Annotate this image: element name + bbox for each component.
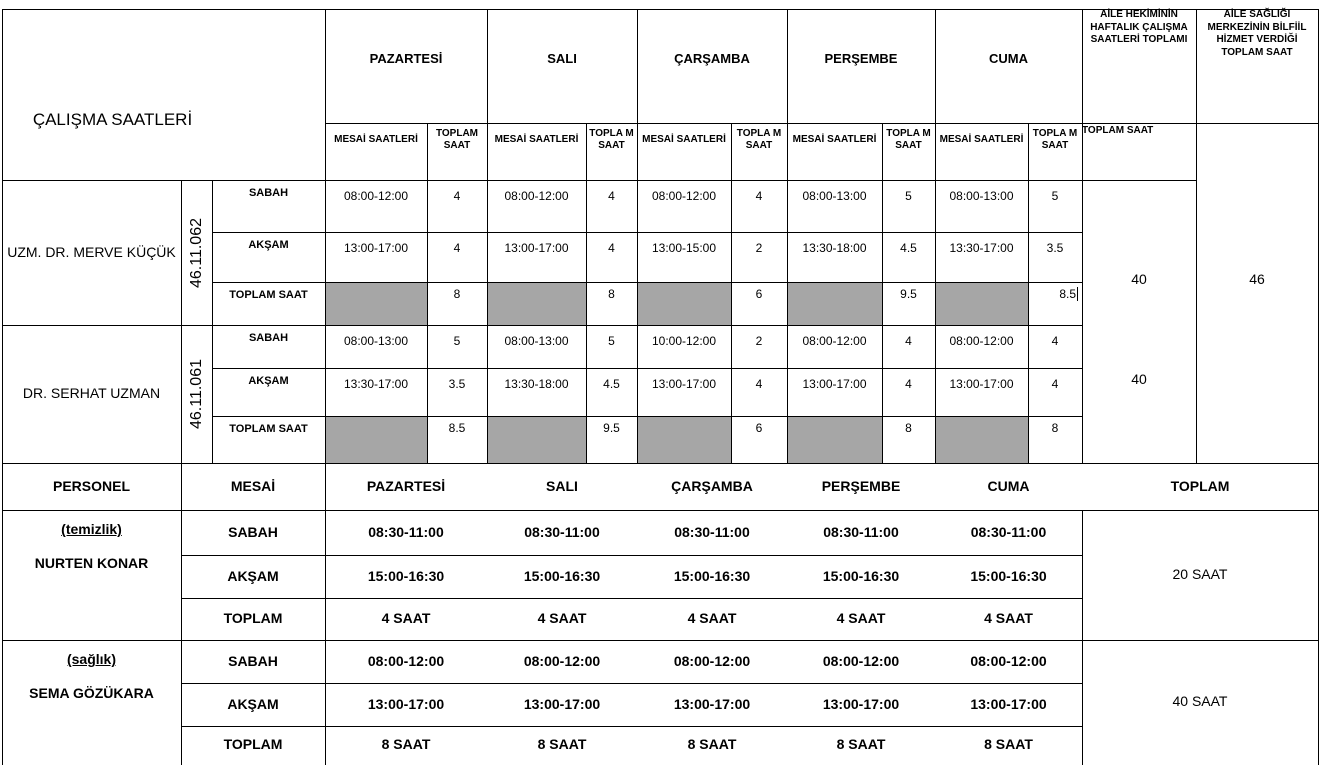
staff-total: 20 SAAT	[1172, 566, 1228, 583]
shift-hours: 3.5	[448, 376, 466, 391]
v-rule	[1318, 463, 1319, 765]
staff-day-header-0: PAZARTESİ	[366, 477, 446, 494]
doctor-name: UZM. DR. MERVE KÜÇÜK	[7, 243, 176, 260]
shift-hours: 4	[755, 188, 763, 203]
staff-shift-value: 15:00-16:30	[367, 567, 445, 584]
staff-shift-value: 08:00-12:00	[367, 652, 445, 669]
doctor-code: 46.11.062	[188, 217, 205, 288]
mesai-time: 13:00-17:00	[504, 240, 569, 255]
mesai-time: 13:00-17:00	[343, 240, 409, 255]
staff-shift-value: 8 SAAT	[984, 736, 1033, 753]
day-total-hours: 9.5	[603, 420, 620, 435]
day-header-2: ÇARŞAMBA	[674, 50, 750, 66]
mesai-time: 08:00-12:00	[949, 333, 1014, 348]
staff-shift-label: TOPLAM	[223, 736, 283, 753]
mesai-time: 08:00-13:00	[343, 333, 409, 348]
sub-label-1: TOPLAM SAAT	[435, 127, 479, 151]
staff-shift-value: 15:00-16:30	[822, 567, 900, 584]
shift-hours: 4	[453, 240, 461, 255]
shift-hours: 4.5	[900, 240, 917, 255]
shift-hours: 4	[608, 240, 615, 255]
center-total: 46	[1249, 271, 1265, 288]
staff-role-text: (temizlik)	[61, 521, 122, 538]
staff-shift-label: SABAH	[228, 652, 278, 669]
staff-shift-value: 15:00-16:30	[970, 567, 1047, 584]
shift-hours: 4.5	[603, 376, 620, 391]
center-total-header: AİLE SAĞLIĞI MERKEZİNİN BİLFİİL HİZMET VERDİĞİ TOPLAM SAAT	[1207, 9, 1307, 58]
staff-day-header-4: CUMA	[987, 477, 1030, 494]
day-total-hours: 8.5	[1059, 286, 1076, 301]
staff-shift-value: 8 SAAT	[381, 736, 431, 753]
staff-shift-value: 13:00-17:00	[673, 695, 751, 712]
day-total-hours: 6	[755, 420, 763, 435]
weekly-total-header: AİLE HEKİMİNİN HAFTALIK ÇALIŞMA SAATLERİ TOPLAMI	[1090, 9, 1188, 45]
sub-label-5: TOPLA M SAAT	[736, 127, 782, 151]
day-total-hours: 8	[1051, 420, 1059, 435]
mesai-time: 08:00-12:00	[802, 333, 867, 348]
day-total-hours: 8	[608, 286, 615, 301]
staff-day-header-3: PERŞEMBE	[821, 477, 901, 494]
shift-hours: 4	[608, 188, 615, 203]
day-total-hours: 8	[905, 420, 912, 435]
day-total-hours: 6	[755, 286, 763, 301]
total-label: TOPLAM SAAT	[229, 289, 308, 302]
staff-shift-value: 08:00-12:00	[673, 652, 751, 669]
sub-label-7: TOPLA M SAAT	[886, 127, 931, 151]
staff-shift-value: 13:00-17:00	[970, 695, 1047, 712]
staff-shift-value: 4 SAAT	[687, 610, 737, 627]
day-header-1: SALI	[547, 50, 577, 66]
shift-hours: 4	[755, 376, 763, 391]
shift-hours: 5	[1051, 188, 1059, 203]
empty-shaded-cell	[488, 417, 586, 463]
sub-label-3: TOPLA M SAAT	[589, 127, 634, 151]
mesai-time: 13:30-18:00	[504, 376, 569, 391]
staff-shift-value: 08:00-12:00	[822, 652, 900, 669]
weekly-total: 40	[1131, 271, 1147, 288]
mesai-time: 08:00-12:00	[651, 188, 717, 203]
day-total-hours: 9.5	[900, 286, 917, 301]
staff-shift-value: 4 SAAT	[836, 610, 886, 627]
weekly-total: 40	[1131, 371, 1147, 388]
empty-shaded-cell	[936, 417, 1028, 463]
sub-label-0: MESAİ SAATLERİ	[334, 133, 418, 145]
empty-shaded-cell	[488, 283, 586, 325]
staff-shift-value: 13:00-17:00	[367, 695, 445, 712]
empty-shaded-cell	[788, 417, 882, 463]
mesai-time: 13:00-17:00	[651, 376, 717, 391]
empty-shaded-cell	[326, 417, 427, 463]
staff-shift-value: 08:30-11:00	[524, 523, 600, 540]
shift-hours: 4	[1051, 376, 1059, 391]
shift-label: SABAH	[248, 187, 289, 200]
personnel-header: PERSONEL	[52, 477, 130, 494]
day-header-4: CUMA	[989, 50, 1028, 66]
staff-day-header-2: ÇARŞAMBA	[671, 477, 753, 494]
mesai-time: 08:00-13:00	[802, 188, 867, 203]
shift-hours: 4	[905, 333, 912, 348]
day-header-3: PERŞEMBE	[824, 50, 898, 66]
staff-shift-value: 8 SAAT	[687, 736, 737, 753]
staff-day-header-1: SALI	[546, 477, 578, 494]
staff-total-header: TOPLAM	[1170, 477, 1230, 494]
staff-shift-value: 4 SAAT	[984, 610, 1033, 627]
mesai-time: 13:30-17:00	[343, 376, 409, 391]
shift-hours: 4	[905, 376, 912, 391]
mesai-time: 08:00-12:00	[343, 188, 409, 203]
staff-shift-value: 08:30-11:00	[368, 523, 444, 540]
empty-shaded-cell	[638, 283, 731, 325]
staff-shift-label: TOPLAM	[223, 610, 283, 627]
mesai-time: 13:30-17:00	[949, 240, 1014, 255]
day-header-0: PAZARTESİ	[369, 50, 443, 66]
mesai-time: 08:00-13:00	[949, 188, 1014, 203]
staff-shift-label: SABAH	[228, 523, 278, 540]
shift-hours: 5	[453, 333, 461, 348]
shift-hours: 4	[1051, 333, 1059, 348]
mesai-time: 13:00-17:00	[802, 376, 867, 391]
doctor-name: DR. SERHAT UZMAN	[22, 385, 161, 402]
staff-shift-label: AKŞAM	[227, 695, 279, 712]
staff-shift-value: 08:30-11:00	[823, 523, 899, 540]
sub-label-2: MESAİ SAATLERİ	[494, 133, 579, 145]
shift-hours: 3.5	[1046, 240, 1064, 255]
staff-role-text: (sağlık)	[66, 651, 116, 668]
empty-shaded-cell	[936, 283, 1028, 325]
shift-label: AKŞAM	[248, 375, 289, 388]
shift-hours: 2	[755, 333, 763, 348]
empty-shaded-cell	[788, 283, 882, 325]
shift-label: AKŞAM	[248, 239, 289, 252]
empty-shaded-cell	[326, 283, 427, 325]
staff-shift-value: 4 SAAT	[381, 610, 431, 627]
sub-label-9: TOPLA M SAAT	[1032, 127, 1078, 151]
weekly-total-sub: TOPLAM SAAT	[1082, 124, 1154, 136]
mesai-time: 13:30-18:00	[802, 240, 867, 255]
v-rule	[1318, 9, 1319, 464]
staff-shift-value: 4 SAAT	[537, 610, 587, 627]
mesai-time: 13:00-17:00	[949, 376, 1014, 391]
total-label: TOPLAM SAAT	[229, 423, 308, 436]
staff-shift-value: 13:00-17:00	[822, 695, 900, 712]
staff-shift-value: 13:00-17:00	[523, 695, 601, 712]
staff-name: NURTEN KONAR	[34, 555, 149, 572]
staff-shift-value: 08:00-12:00	[970, 652, 1047, 669]
staff-name: SEMA GÖZÜKARA	[29, 685, 154, 702]
staff-shift-value: 08:30-11:00	[970, 523, 1047, 540]
doctor-code: 46.11.061	[188, 359, 205, 429]
mesai-time: 13:00-15:00	[651, 240, 717, 255]
staff-shift-value: 15:00-16:30	[523, 567, 601, 584]
staff-shift-value: 08:30-11:00	[674, 523, 750, 540]
shift-header: MESAİ	[230, 477, 276, 494]
staff-shift-value: 08:00-12:00	[523, 652, 601, 669]
shift-hours: 5	[608, 333, 615, 348]
sub-label-4: MESAİ SAATLERİ	[642, 133, 726, 145]
mesai-time: 08:00-12:00	[504, 188, 569, 203]
staff-total: 40 SAAT	[1172, 693, 1228, 710]
page-title: ÇALIŞMA SAATLERİ	[32, 110, 193, 130]
text-cursor	[1077, 287, 1078, 301]
shift-hours: 5	[905, 188, 912, 203]
sub-label-8: MESAİ SAATLERİ	[939, 133, 1024, 145]
staff-shift-value: 8 SAAT	[836, 736, 886, 753]
shift-label: SABAH	[248, 332, 289, 345]
staff-shift-value: 8 SAAT	[537, 736, 587, 753]
mesai-time: 10:00-12:00	[651, 333, 717, 348]
sub-label-6: MESAİ SAATLERİ	[792, 133, 877, 145]
empty-shaded-cell	[638, 417, 731, 463]
day-total-hours: 8	[453, 286, 461, 301]
staff-shift-label: AKŞAM	[227, 567, 279, 584]
shift-hours: 2	[755, 240, 763, 255]
mesai-time: 08:00-13:00	[504, 333, 569, 348]
day-total-hours: 8.5	[448, 420, 466, 435]
staff-shift-value: 15:00-16:30	[673, 567, 751, 584]
shift-hours: 4	[453, 188, 461, 203]
